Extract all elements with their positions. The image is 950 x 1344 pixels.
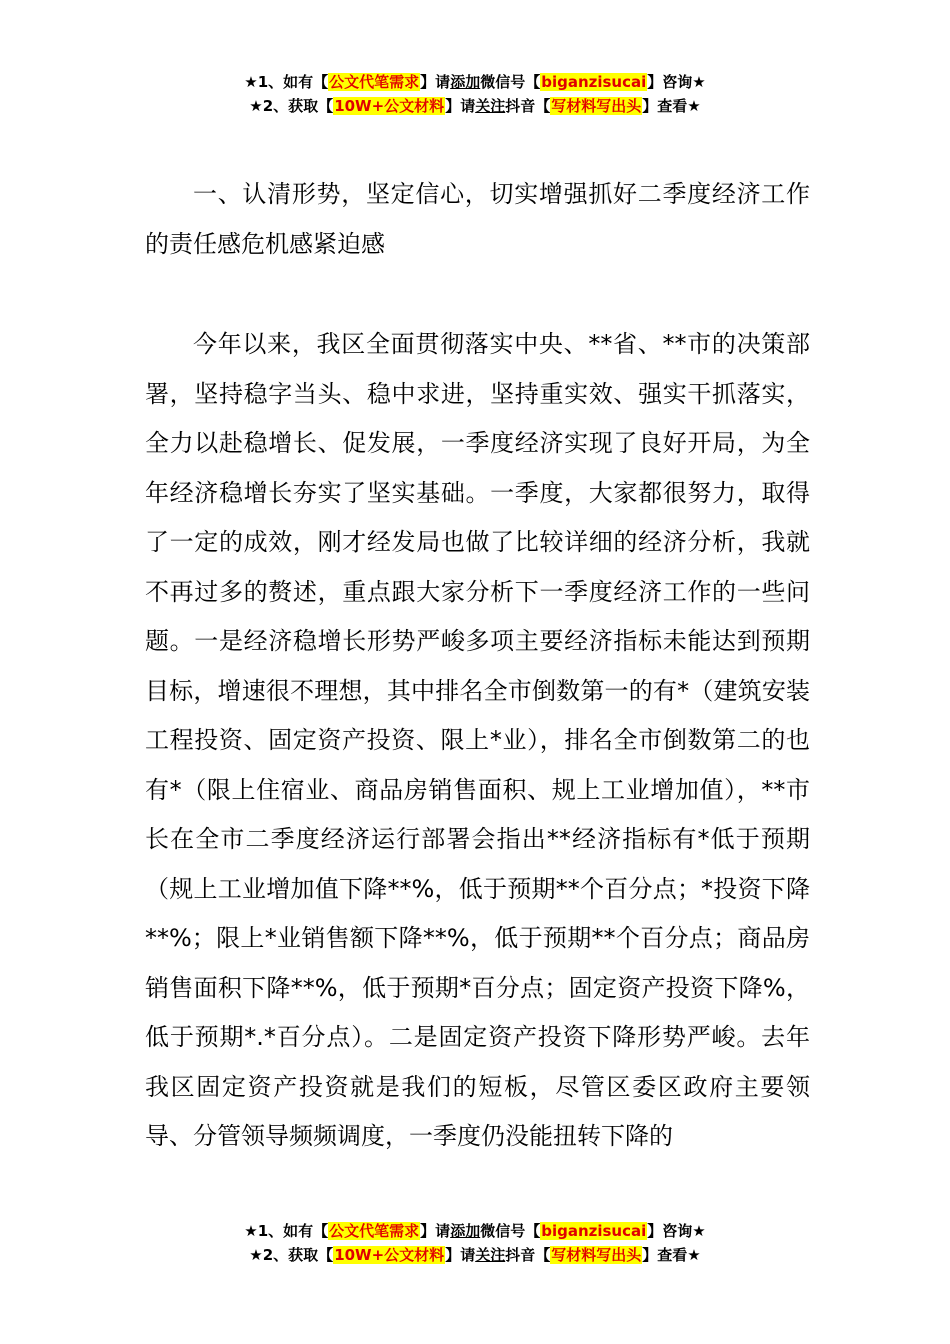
promo-text: 】请	[420, 1222, 451, 1240]
promo-text: 】请	[420, 73, 451, 91]
promo-text: 】查看★	[642, 97, 701, 115]
promo-line-1	[0, 1219, 950, 1243]
promo-line-1	[0, 70, 950, 94]
promo-text: ★1、如有【	[244, 1222, 329, 1240]
promo-text: 抖音【	[505, 97, 551, 115]
promo-banner-top	[0, 70, 950, 118]
promo-douyin-account: 写材料写出头	[551, 1246, 642, 1264]
promo-text: ★2、获取【	[249, 97, 334, 115]
promo-text: 微信号【	[480, 73, 541, 91]
promo-text: 微信号【	[480, 1222, 541, 1240]
promo-emphasis: 关注	[475, 97, 506, 115]
body-text-block	[145, 320, 810, 1162]
promo-wechat-id: biganzisucai	[541, 1222, 647, 1240]
body-paragraph: 今年以来，我区全面贯彻落实中央、**省、**市的决策部署，坚持稳字当头、稳中求进，坚持重实效、强实干抓落实，全力以赴稳增长、促发展，一季度经济实现了良好开局，为全年经济稳增长夯实了坚实基础。一季度，大家都很努力，取得了一定的成效，刚才经发局也做了比较详细的经济分析，我就不再过多的赘述，重点跟大家分析下一季度经济工作的一些问题。一是经济稳增长形势严峻多项主要经济指标未能达到预期目标，增速很不理想，其中排名全市倒数第一的有*（建筑安装工程投资、固定资产投资、限上*业），排名全市倒数第二的也有*（限上住宿业、商品房销售面积、规上工业增加值），**市长在全市二季度经济运行部署会指出**经济指标有*低于预期（规上工业增加值下降**%，低于预期**个百分点；*投资下降**%；限上*业销售额下降**%，低于预期**个百分点；商品房销售面积下降**%，低于预期*百分点；固定资产投资下降%，低于预期*.*百分点）。二是固定资产投资下降形势严峻。去年我区固定资产投资就是我们的短板，尽管区委区政府主要领导、分管领导频频调度，一季度仍没能扭转下降的	[145, 330, 810, 1150]
promo-highlight: 公文代笔需求	[329, 73, 420, 91]
promo-text: 】请	[445, 1246, 476, 1264]
promo-emphasis: 关注	[475, 1246, 506, 1264]
promo-douyin-account: 写材料写出头	[551, 97, 642, 115]
section-heading-block	[145, 170, 810, 269]
promo-banner-bottom	[0, 1219, 950, 1267]
promo-emphasis: 添加	[450, 73, 481, 91]
promo-line-2	[0, 94, 950, 118]
promo-text: 】请	[445, 97, 476, 115]
promo-highlight: 公文代笔需求	[329, 1222, 420, 1240]
promo-text: 】咨询★	[647, 73, 706, 91]
promo-highlight: 10W+公文材料	[334, 97, 445, 115]
promo-text: ★1、如有【	[244, 73, 329, 91]
promo-text: ★2、获取【	[249, 1246, 334, 1264]
promo-text: 抖音【	[505, 1246, 551, 1264]
promo-text: 】查看★	[642, 1246, 701, 1264]
promo-text: 】咨询★	[647, 1222, 706, 1240]
promo-emphasis: 添加	[450, 1222, 481, 1240]
section-heading: 一、认清形势，坚定信心，切实增强抓好二季度经济工作的责任感危机感紧迫感	[145, 180, 810, 258]
promo-wechat-id: biganzisucai	[541, 73, 647, 91]
promo-highlight: 10W+公文材料	[334, 1246, 445, 1264]
promo-line-2	[0, 1243, 950, 1267]
